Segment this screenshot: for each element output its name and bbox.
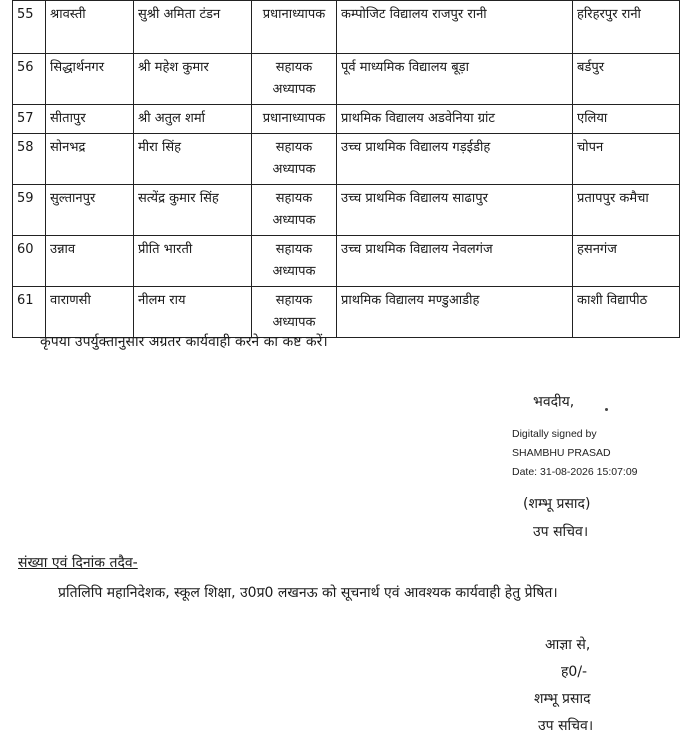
district-cell: सिद्धार्थनगर bbox=[46, 54, 134, 105]
teacher-table bbox=[12, 0, 680, 338]
serial-cell: 60 bbox=[13, 236, 46, 287]
table-row bbox=[13, 1, 680, 54]
school-cell: उच्च प्राथमिक विद्यालय गड़ईडीह bbox=[337, 134, 573, 185]
signatory-name-2: शम्भू प्रसाद bbox=[534, 691, 591, 707]
signature-line-1: Digitally signed by bbox=[512, 428, 597, 440]
valediction: भवदीय, bbox=[533, 394, 575, 410]
reference-heading: संख्या एवं दिनांक तदैव- bbox=[18, 555, 138, 571]
serial-cell: 56 bbox=[13, 54, 46, 105]
school-cell: कम्पोजिट विद्यालय राजपुर रानी bbox=[337, 1, 573, 54]
serial-cell: 55 bbox=[13, 1, 46, 54]
name-cell: श्री महेश कुमार bbox=[134, 54, 252, 105]
table-row bbox=[13, 134, 680, 185]
table-row bbox=[13, 105, 680, 134]
table-row bbox=[13, 54, 680, 105]
serial-cell: 61 bbox=[13, 287, 46, 338]
post-cell: सहायक अध्यापक bbox=[252, 185, 337, 236]
post-cell: प्रधानाध्यापक bbox=[252, 1, 337, 54]
district-cell: वाराणसी bbox=[46, 287, 134, 338]
district-cell: श्रावस्ती bbox=[46, 1, 134, 54]
school-cell: प्राथमिक विद्यालय मण्डुआडीह bbox=[337, 287, 573, 338]
name-cell: प्रीति भारती bbox=[134, 236, 252, 287]
name-cell: सुश्री अमिता टंडन bbox=[134, 1, 252, 54]
school-cell: पूर्व माध्यमिक विद्यालय बूड़ा bbox=[337, 54, 573, 105]
name-cell: मीरा सिंह bbox=[134, 134, 252, 185]
signatory-post-2: उप सचिव। bbox=[538, 718, 594, 734]
school-cell: उच्च प्राथमिक विद्यालय साढापुर bbox=[337, 185, 573, 236]
name-cell: नीलम राय bbox=[134, 287, 252, 338]
digital-signature-block bbox=[512, 425, 638, 482]
ink-dot bbox=[605, 408, 608, 411]
signatory-name: (शम्भू प्रसाद) bbox=[523, 496, 591, 512]
serial-cell: 57 bbox=[13, 105, 46, 134]
school-cell: उच्च प्राथमिक विद्यालय नेवलगंज bbox=[337, 236, 573, 287]
block-cell: हरिहरपुर रानी bbox=[573, 1, 680, 54]
by-order-line: आज्ञा से, bbox=[545, 637, 591, 653]
district-cell: सीतापुर bbox=[46, 105, 134, 134]
signature-date: Date: 31-08-2026 15:07:09 bbox=[512, 466, 638, 478]
table-row bbox=[13, 287, 680, 338]
signed-mark: ह0/- bbox=[561, 664, 588, 680]
copy-forward-text: प्रतिलिपि महानिदेशक, स्कूल शिक्षा, उ0प्र0 लखनऊ को सूचनार्थ एवं आवश्यक कार्यवाही हेतु प्रेषित। bbox=[58, 585, 558, 601]
post-cell: सहायक अध्यापक bbox=[252, 287, 337, 338]
district-cell: सोनभद्र bbox=[46, 134, 134, 185]
block-cell: काशी विद्यापीठ bbox=[573, 287, 680, 338]
district-cell: सुल्तानपुर bbox=[46, 185, 134, 236]
post-cell: सहायक अध्यापक bbox=[252, 134, 337, 185]
school-cell: प्राथमिक विद्यालय अडवेनिया ग्रांट bbox=[337, 105, 573, 134]
name-cell: सत्येंद्र कुमार सिंह bbox=[134, 185, 252, 236]
district-cell: उन्नाव bbox=[46, 236, 134, 287]
post-cell: प्रधानाध्यापक bbox=[252, 105, 337, 134]
name-cell: श्री अतुल शर्मा bbox=[134, 105, 252, 134]
post-cell: सहायक अध्यापक bbox=[252, 236, 337, 287]
block-cell: बर्डपुर bbox=[573, 54, 680, 105]
post-cell: सहायक अध्यापक bbox=[252, 54, 337, 105]
block-cell: एलिया bbox=[573, 105, 680, 134]
table-row bbox=[13, 185, 680, 236]
signature-line-2: SHAMBHU PRASAD bbox=[512, 447, 611, 459]
serial-cell: 59 bbox=[13, 185, 46, 236]
block-cell: चोपन bbox=[573, 134, 680, 185]
table-row bbox=[13, 236, 680, 287]
serial-cell: 58 bbox=[13, 134, 46, 185]
closing-line: कृपया उपर्युक्तानुसार अग्रतर कार्यवाही करने का कष्ट करें। bbox=[40, 334, 328, 350]
block-cell: प्रतापपुर कमैचा bbox=[573, 185, 680, 236]
block-cell: हसनगंज bbox=[573, 236, 680, 287]
signatory-post: उप सचिव। bbox=[533, 524, 589, 540]
